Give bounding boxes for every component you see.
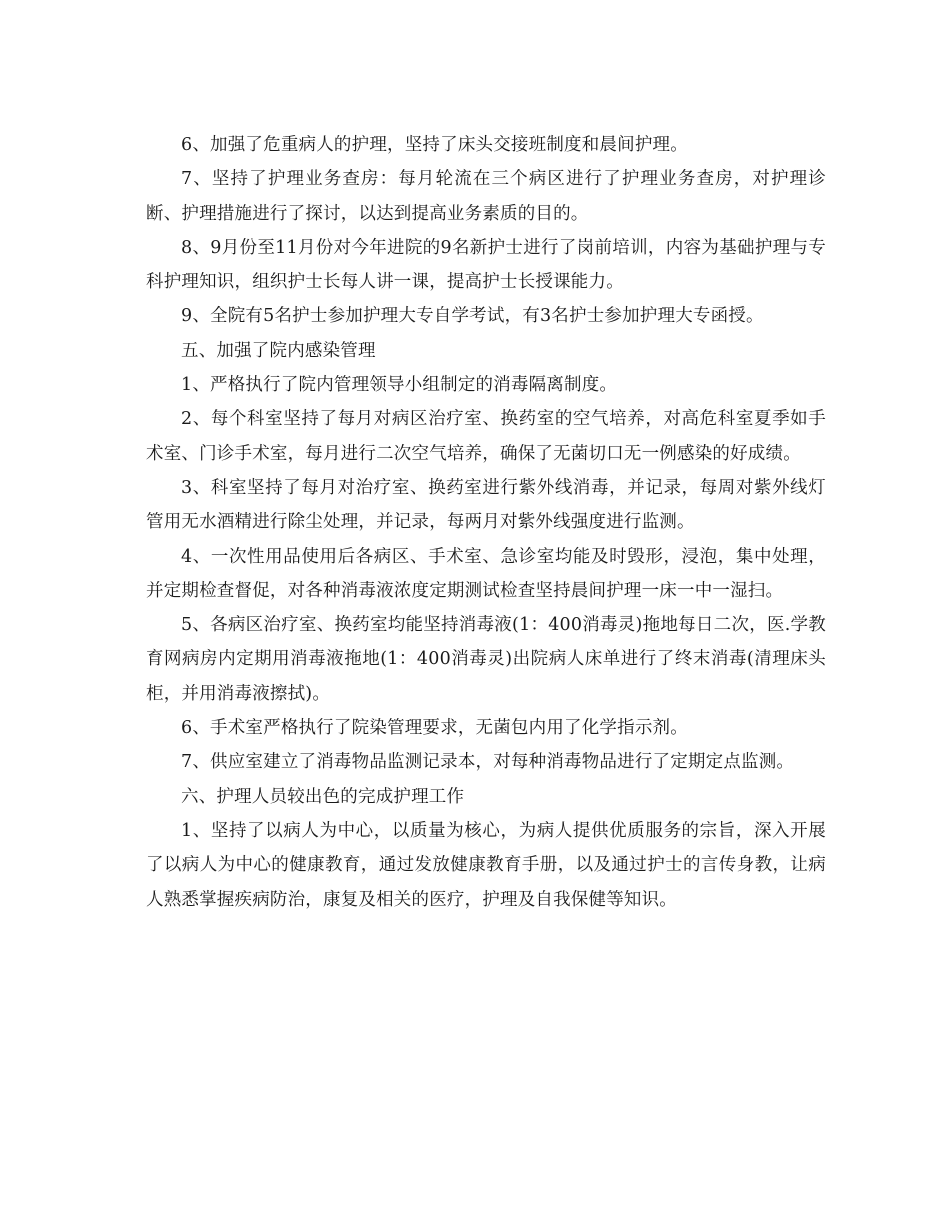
paragraph-2-air-culture: 2、每个科室坚持了每月对病区治疗室、换药室的空气培养，对高危科室夏季如手术室、门诊手术室，每月进行二次空气培养，确保了无菌切口无一例感染的好成绩。 bbox=[146, 409, 826, 464]
section-heading-nursing-work: 六、护理人员较出色的完成护理工作 bbox=[181, 786, 465, 807]
paragraph-6-critical-care: 6、加强了危重病人的护理，坚持了床头交接班制度和晨间护理。 bbox=[181, 135, 688, 155]
paragraph-8-new-nurse-training: 8、9月份至11月份对今年进院的9名新护士进行了岗前培训，内容为基础护理与专科护理知识，组织护士长每人讲一课，提高护士长授课能力。 bbox=[146, 237, 826, 293]
paragraph-9-further-education: 9、全院有5名护士参加护理大专自学考试，有3名护士参加护理大专函授。 bbox=[181, 306, 764, 327]
paragraph-4-disposable-items: 4、一次性用品使用后各病区、手术室、急诊室均能及时毁形，浸泡，集中处理，并定期检查督促，对各种消毒液浓度定期测试检查坚持晨间护理一床一中一湿扫。 bbox=[146, 546, 826, 601]
paragraph-1-disinfection-system: 1、严格执行了院内管理领导小组制定的消毒隔离制度。 bbox=[181, 375, 618, 396]
section-heading-infection-control: 五、加强了院内感染管理 bbox=[181, 340, 376, 361]
paragraph-6-operating-room: 6、手术室严格执行了院染管理要求，无菌包内用了化学指示剂。 bbox=[181, 718, 688, 739]
paragraph-5-floor-disinfection: 5、各病区治疗室、换药室均能坚持消毒液(1：400消毒灵)拖地每日二次，医.学教育网病房内定期用消毒液拖地(1：400消毒灵)出院病人床单进行了终末消毒(清理床头柜，并用消毒液擦拭)。 bbox=[146, 615, 826, 704]
paragraph-7-nursing-rounds: 7、坚持了护理业务查房：每月轮流在三个病区进行了护理业务查房，对护理诊断、护理措施进行了探讨，以达到提高业务素质的目的。 bbox=[146, 169, 826, 224]
paragraph-1-patient-centered: 1、坚持了以病人为中心，以质量为核心，为病人提供优质服务的宗旨，深入开展了以病人为中心的健康教育，通过发放健康教育手册，以及通过护士的言传身教，让病人熟悉掌握疾病防治，康复及相关的医疗，护理及自我保健等知识。 bbox=[146, 820, 826, 910]
document-body bbox=[146, 128, 826, 917]
paragraph-3-uv-disinfection: 3、科室坚持了每月对治疗室、换药室进行紫外线消毒，并记录，每周对紫外线灯管用无水酒精进行除尘处理，并记录，每两月对紫外线强度进行监测。 bbox=[146, 477, 826, 533]
paragraph-7-supply-room: 7、供应室建立了消毒物品监测记录本，对每种消毒物品进行了定期定点监测。 bbox=[181, 752, 795, 773]
